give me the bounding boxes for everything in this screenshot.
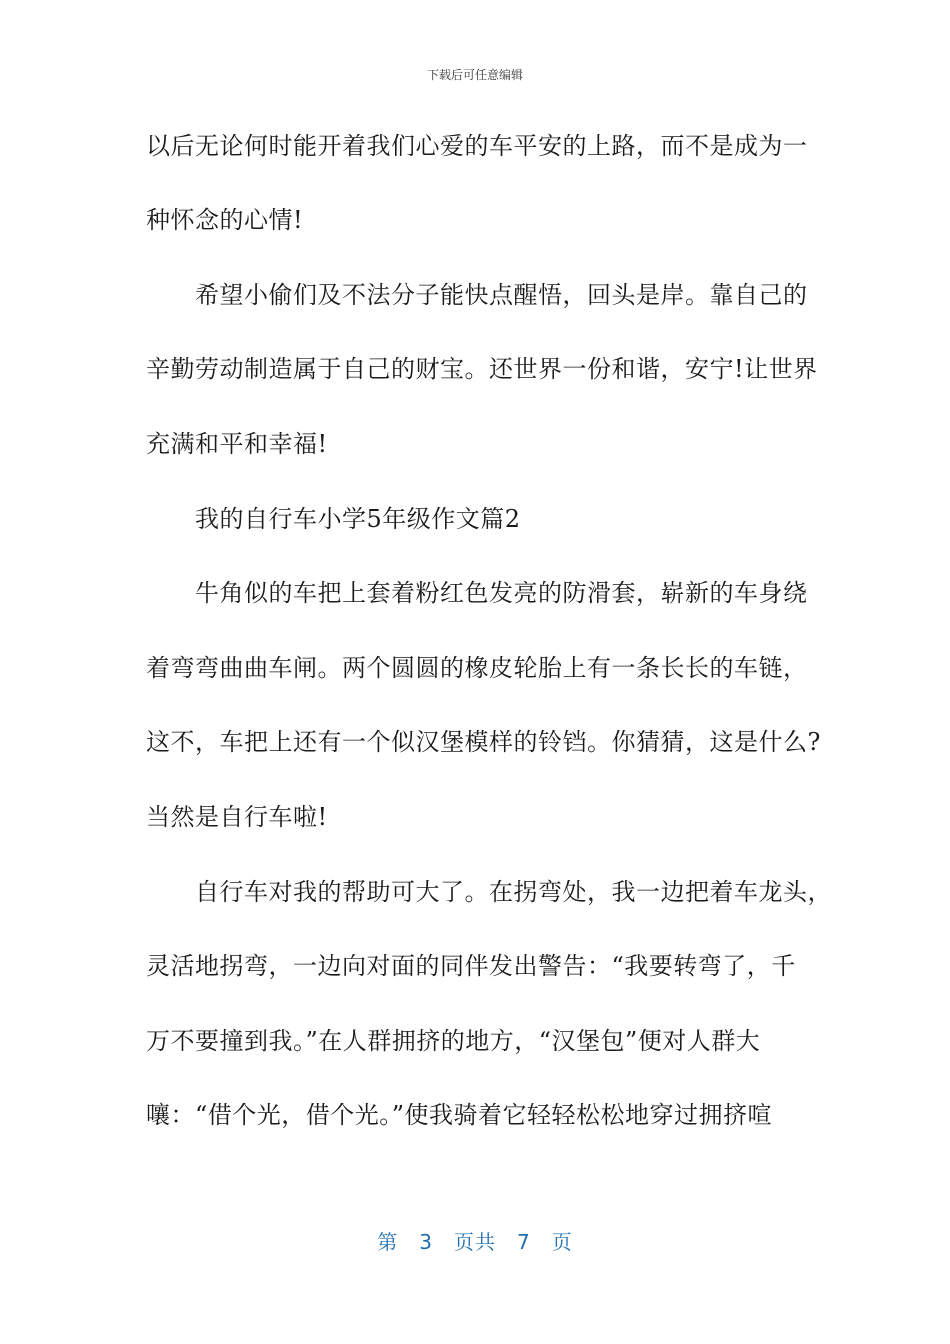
text-line: 自行车对我的帮助可大了。在拐弯处，我一边把着车龙头， — [146, 878, 832, 906]
text-line: 着弯弯曲曲车闸。两个圆圆的橡皮轮胎上有一条长长的车链， — [146, 654, 808, 682]
text-line: 种怀念的心情! — [146, 206, 304, 234]
text-line: 充满和平和幸福! — [146, 430, 328, 458]
text-line: 以后无论何时能开着我们心爱的车平安的上路，而不是成为一 — [146, 132, 808, 160]
text-line: 嚷：“借个光，借个光。”使我骑着它轻轻松松地穿过拥挤喧 — [146, 1101, 773, 1129]
page-number: 第 3 页共 7 页 — [377, 1230, 573, 1254]
text-line: 这不，车把上还有一个似汉堡模样的铃铛。你猜猜，这是什么? — [146, 728, 821, 756]
text-line: 万不要撞到我。”在人群拥挤的地方，“汉堡包”便对人群大 — [146, 1027, 761, 1055]
section-heading: 我的自行车小学5年级作文篇2 — [146, 505, 521, 533]
page-header: 下载后可任意编辑 — [426, 68, 523, 82]
text-line: 当然是自行车啦! — [146, 803, 328, 831]
text-line: 希望小偷们及不法分子能快点醒悟，回头是岸。靠自己的 — [146, 281, 808, 309]
text-line: 灵活地拐弯，一边向对面的同伴发出警告：“我要转弯了，千 — [146, 952, 796, 980]
text-line: 牛角似的车把上套着粉红色发亮的防滑套，崭新的车身绕 — [146, 579, 808, 607]
text-line: 辛勤劳动制造属于自己的财宝。还世界一份和谐，安宁!让世界 — [146, 355, 818, 383]
